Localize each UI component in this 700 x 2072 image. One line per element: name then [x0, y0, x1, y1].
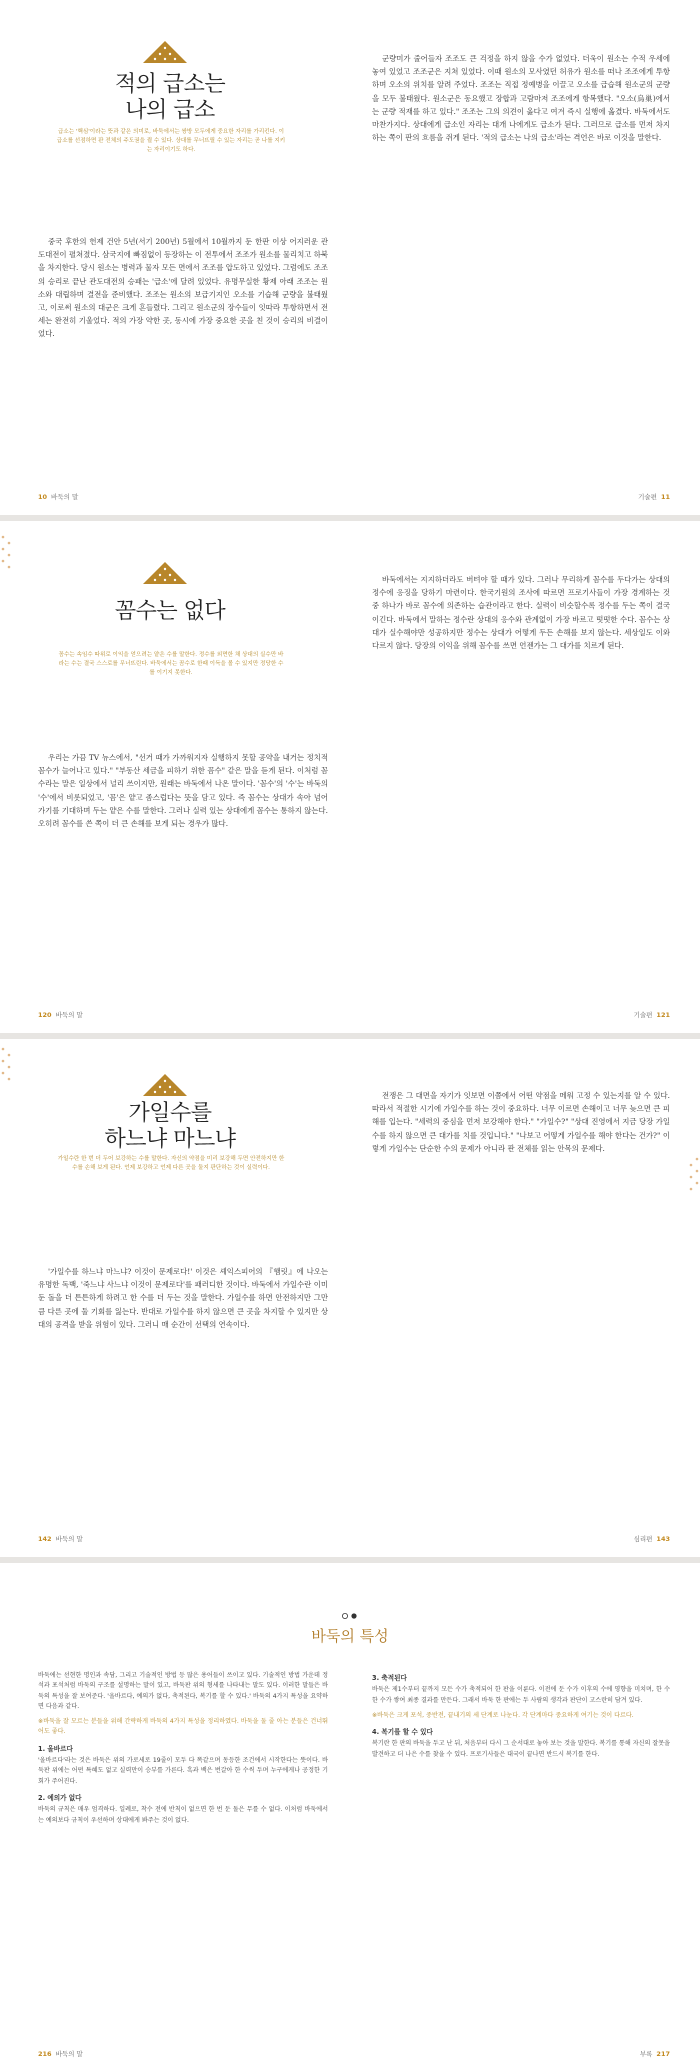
article-lead: 꼼수는 속임수 따위로 이익을 얻으려는 얕은 수를 말한다. 정수를 외면한 채 상대의 실수만 바라는 수는 결국 스스로를 무너뜨린다. 바둑에서는 꼼수로 한때 이득을 볼 수 있지만 정당한 수를 이기지 못한다.: [58, 652, 284, 676]
left-page-body: 우리는 가끔 TV 뉴스에서, "선거 때가 가까워지자 실행하지 못할 공약을 내거는 정치적 꼼수가 늘어나고 있다." "부동산 세금을 피하기 위한 꼼수" 같은 말을 듣게 된다. 이처럼 꼼수라는 말은 일상에서 널리 쓰이지만, 원래는 바둑에서 나온 말이다. '꼼수'의 '수'는 바둑의 '수'에서 비롯되었고, '꼼'은 얕고 좀스럽다는 뜻을 담고 있다. 즉 꼼수는 상대가 속아 넘어가기를 기대하며 두는 얕은 수를 말한다. 그러나 실력 있는 상대에게 꼼수는 통하지 않는다. 오히려 꼼수를 쓴 쪽이 더 큰 손해를 보게 되는 경우가 많다.: [38, 753, 328, 829]
right-column: [372, 1667, 670, 1760]
go-board-emblem-icon: [142, 1073, 188, 1097]
spread-1: [0, 0, 700, 515]
spread-3: [0, 1039, 700, 1557]
page-folio-right: 부록 217: [639, 2050, 670, 2058]
go-stones-icon: [341, 1613, 359, 1619]
page-folio-left: 10 바둑의 말: [38, 493, 79, 501]
spread-4: [0, 1563, 700, 2072]
trait-paragraph: '올바르다'라는 것은 바둑은 위의 가로세로 19줄이 모두 다 똑같으며 동등한 조건에서 시작한다는 뜻이다. 바둑판 위에는 어떤 특혜도 없고 실력만이 승부를 가른다. 흑과 백은 번갈아 한 수씩 두며 누구에게나 공정한 기회가 주어진다.: [38, 1757, 328, 1785]
left-column: [38, 1671, 328, 1826]
trait-heading: 2. 예의가 없다: [38, 1793, 82, 1802]
left-page-body: 중국 후한의 헌제 건안 5년(서기 200년) 5월에서 10월까지 둔 한판 이상 어지러운 관도대전이 펼쳐졌다. 삼국지에 빠짐없이 등장하는 이 전투에서 조조가 원소를 물리치고 하북을 차지한다. 당시 원소는 병력과 물자 모든 면에서 조조를 압도하고 있었다. 그럼에도 조조의 승리로 끝난 관도대전의 승패는 '급소'에 달려 있었다. 유명무실한 황제 아래 조조는 원소와 대립하며 결전을 준비했다. 조조는 원소의 보급기지인 오소를 기습해 군량을 불태웠고, 이로써 원소의 대군은 크게 흔들렸다. 그리고 원소군의 장수들이 잇따라 투항하면서 전세는 완전히 기울었다. 적의 가장 약한 곳, 동시에 가장 중요한 곳을 친 것이 승리의 비결이었다.: [38, 237, 329, 339]
article-title: 가일수를 하느냐 마느냐: [104, 1101, 236, 1152]
page-folio-left: 142 바둑의 말: [38, 1535, 83, 1543]
article-lead: 급소는 '핵심'이라는 뜻과 같은 의미로, 바둑에서는 쌍방 모두에게 중요한 자리를 가리킨다. 이 급소를 선점하면 판 전체의 주도권을 쥘 수 있다. 상대를 무너뜨릴 수 있는 자리는 곧 나를 지키는 자리이기도 하다.: [56, 129, 286, 153]
page-folio-right: 기술편 11: [638, 493, 670, 501]
note-paragraph: ※바둑은 크게 포석, 중반전, 끝내기의 세 단계로 나눈다. 각 단계마다 중요하게 여기는 것이 다르다.: [372, 1711, 634, 1719]
trait-paragraph: 바둑은 제1수부터 끝까지 모든 수가 축적되어 한 판을 이룬다. 이전에 둔 수가 이후의 수에 영향을 미치며, 한 수 한 수가 쌓여 최종 결과를 만든다. 그래서 바둑 한 판에는 두 사람의 생각과 판단이 고스란히 담겨 있다.: [372, 1686, 670, 1704]
right-page-body: 군량미가 줄어들자 조조도 큰 걱정을 하지 않을 수가 없었다. 더욱이 원소는 수적 우세에 놓여 있었고 조조군은 지쳐 있었다. 이때 원소의 모사였던 허유가 원소를 떠나 조조에게 투항하며 오소의 위치를 알려 주었다. 조조는 직접 정예병을 이끌고 오소를 급습해 원소군의 군량을 모두 불태웠다. 원소군은 동요했고 장합과 고람마저 조조에게 항복했다. "오소(烏巢)에서는 군량 적재를 하고 있다." 조조는 그의 의견이 옳다고 여겨 즉시 실행에 옮겼다. 바둑에서도 마찬가지다. 상대에게 급소인 자리는 대개 나에게도 급소가 된다. 그러므로 급소를 먼저 차지하는 쪽이 판의 흐름을 쥐게 된다. '적의 급소는 나의 급소'라는 격언은 바로 이것을 말한다.: [372, 54, 670, 143]
article-title: 꼼수는 없다: [114, 599, 226, 624]
decorative-dots-icon: [684, 1155, 700, 1195]
trait-heading: 1. 올바르다: [38, 1744, 73, 1753]
decorative-dots-icon: [0, 533, 16, 573]
trait-paragraph: 바둑의 규칙은 매우 엄격하다. 일례로, 착수 전에 반칙이 없으면 한 번 둔 돌은 무를 수 없다. 이처럼 바둑에서는 예의보다 규칙이 우선하며 상대에게 봐주는 것이 없다.: [38, 1806, 328, 1824]
trait-paragraph: 복기란 한 판의 바둑을 두고 난 뒤, 처음부터 다시 그 순서대로 놓아 보는 것을 말한다. 복기를 통해 자신의 잘못을 발견하고 더 나은 수를 찾을 수 있다. 프로기사들은 대국이 끝나면 반드시 복기를 한다.: [372, 1740, 670, 1758]
go-board-emblem-icon: [142, 40, 188, 64]
right-page-body: 바둑에서는 지지하더라도 버텨야 할 때가 있다. 그러나 무리하게 꼼수를 두다가는 상대의 정수에 응징을 당하기 마련이다. 한국기원의 조사에 따르면 프로기사들이 가장 경계하는 것 중 하나가 바로 꼼수에 의존하는 습관이라고 한다. 실력이 비슷할수록 정수를 두는 쪽이 결국 이긴다. 바둑에서 말하는 정수란 상대의 응수와 관계없이 가장 바르고 떳떳한 수다. 꼼수는 상대가 실수해야만 성공하지만 정수는 상대가 어떻게 두든 손해를 보지 않는다. 세상일도 이와 다르지 않다. 당장의 이익을 위해 꼼수를 쓰면 언젠가는 그 대가를 치르게 된다.: [372, 575, 670, 651]
article-lead: 가일수란 한 번 더 두어 보강하는 수를 말한다. 자신의 약점을 미리 보강해 두면 안전하지만 한 수를 손해 보게 된다. 언제 보강하고 언제 다른 곳을 둘지 판단하는 것이 실력이다.: [57, 1156, 285, 1171]
page-folio-right: 기술편 121: [633, 1011, 670, 1019]
spread-2: [0, 521, 700, 1033]
page-folio-left: 120 바둑의 말: [38, 1011, 83, 1019]
section-title: 바둑의 특성: [311, 1627, 389, 1645]
trait-heading: 3. 축적된다: [372, 1674, 407, 1682]
right-page-body: 전쟁은 그 대면을 자기가 잇보면 이쯤에서 어떤 약점을 메워 고정 수 있는지를 알 수 있다. 따라서 적절한 시기에 가일수를 하는 것이 중요하다. 너무 이르면 손해이고 너무 늦으면 큰 피해를 입는다. "세력의 중심을 먼저 보강해야 한다." "가일수?" "상대 진영에서 지금 당장 가일수를 하지 않으면 큰 대가를 치를 것입니다." "나보고 어떻게 가일수를 해야 한다는 건가?" 이렇게 가일수는 단순한 수의 문제가 아니라 판 전체를 읽는 안목의 문제다.: [372, 1091, 670, 1153]
page-folio-right: 심리편 143: [633, 1535, 670, 1543]
article-title: 적의 급소는 나의 급소: [114, 72, 226, 123]
note-paragraph: ※바둑을 잘 모르는 분들을 위해 간략하게 바둑의 4가지 특성을 정리하였다. 바둑을 둘 줄 아는 분들은 건너뛰어도 좋다.: [38, 1718, 328, 1736]
decorative-dots-icon: [0, 1045, 16, 1085]
trait-heading: 4. 복기를 할 수 있다: [372, 1728, 433, 1737]
intro-paragraph: 바둑에는 선현한 명인과 속담, 그리고 기술적인 방법 등 많은 용어들이 쓰이고 있다. 기술적인 방법 가운데 정석과 포석처럼 바둑의 구조를 설명하는 말이 있고, 바둑판 위의 형세를 나타내는 말도 있다. 이러한 말들은 바둑의 특성을 잘 보여준다. '올바르다, 예의가 없다, 축적된다, 복기를 할 수 있다.' 바둑의 4가지 특성을 요약하면 다음과 같다.: [38, 1672, 328, 1710]
page-folio-left: 216 바둑의 말: [38, 2050, 83, 2058]
left-page-body: '가일수를 하느냐 마느냐? 이것이 문제로다!' 이것은 셰익스피어의 『햄릿』에 나오는 유명한 독백, '죽느냐 사느냐 이것이 문제로다'를 패러디한 것이다. 바둑에서 가일수란 이미 둔 돌을 더 튼튼하게 하려고 한 수를 더 두는 것을 말한다. 가일수를 하면 안전하지만 그만큼 다른 곳에 둘 기회를 잃는다. 반대로 가일수를 하지 않으면 큰 곳을 차지할 수 있지만 상대의 공격을 받을 위험이 있다. 그러니 매 순간이 선택의 연속이다.: [38, 1267, 328, 1329]
go-board-emblem-icon: [142, 561, 188, 585]
